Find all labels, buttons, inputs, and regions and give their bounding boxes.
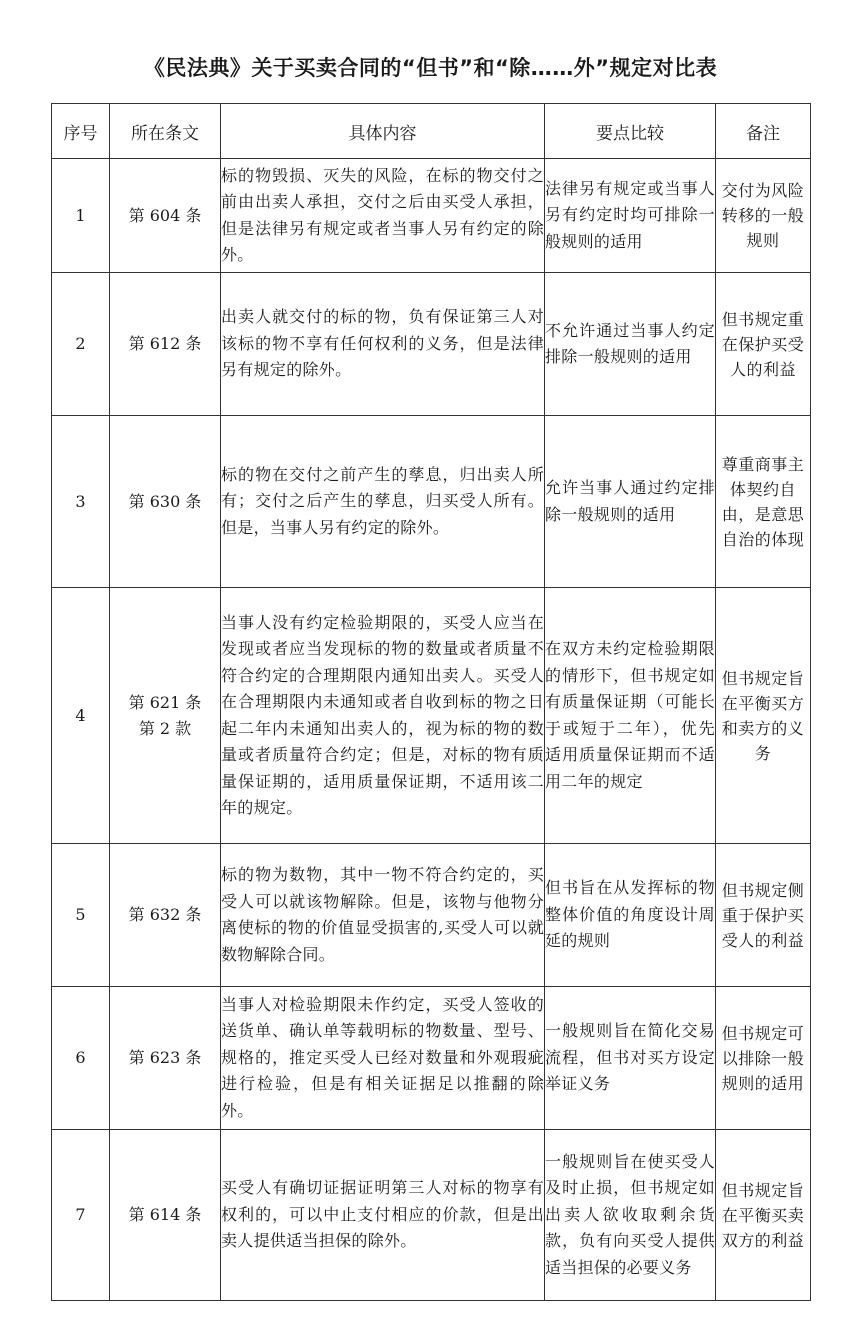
row-key-point: 不允许通过当事人约定排除一般规则的适用 <box>545 273 716 416</box>
table-row <box>52 416 811 588</box>
row-key-point: 法律另有规定或当事人另有约定时均可排除一般规则的适用 <box>545 159 716 273</box>
row-article: 第 621 条 第 2 款 <box>110 588 221 844</box>
header-number: 序号 <box>52 104 110 159</box>
row-content: 买受人有确切证据证明第三人对标的物享有权利的，可以中止支付相应的价款，但是出卖人提供适当担保的除外。 <box>221 1130 545 1301</box>
header-remarks: 备注 <box>716 104 811 159</box>
table-row <box>52 844 811 987</box>
row-content: 标的物毁损、灭失的风险，在标的物交付之前由出卖人承担，交付之后由买受人承担，但是法律另有规定或者当事人另有约定的除外。 <box>221 159 545 273</box>
row-content: 标的物在交付之前产生的孳息，归出卖人所有；交付之后产生的孳息，归买受人所有。但是，当事人另有约定的除外。 <box>221 416 545 588</box>
row-number: 7 <box>52 1130 110 1301</box>
row-number: 1 <box>52 159 110 273</box>
row-remark: 但书规定重在保护买受人的利益 <box>716 273 811 416</box>
table-row <box>52 1130 811 1301</box>
row-article: 第 604 条 <box>110 159 221 273</box>
row-key-point: 一般规则旨在简化交易流程，但书对买方设定举证义务 <box>545 987 716 1130</box>
row-content: 出卖人就交付的标的物，负有保证第三人对该标的物不享有任何权利的义务，但是法律另有规定的除外。 <box>221 273 545 416</box>
row-key-point: 一般规则旨在使买受人及时止损，但书规定如出卖人欲收取剩余货款，负有向买受人提供适当担保的必要义务 <box>545 1130 716 1301</box>
row-number: 6 <box>52 987 110 1130</box>
row-number: 4 <box>52 588 110 844</box>
table-row <box>52 588 811 844</box>
row-remark: 交付为风险转移的一般规则 <box>716 159 811 273</box>
header-article: 所在条文 <box>110 104 221 159</box>
table-header-row <box>52 104 811 159</box>
row-content: 当事人对检验期限未作约定，买受人签收的送货单、确认单等载明标的物数量、型号、规格的，推定买受人已经对数量和外观瑕疵进行检验，但是有相关证据足以推翻的除外。 <box>221 987 545 1130</box>
row-number: 3 <box>52 416 110 588</box>
row-remark: 但书规定可以排除一般规则的适用 <box>716 987 811 1130</box>
row-article: 第 612 条 <box>110 273 221 416</box>
row-number: 5 <box>52 844 110 987</box>
table-row <box>52 273 811 416</box>
row-article: 第 623 条 <box>110 987 221 1130</box>
row-key-point: 但书旨在从发挥标的物整体价值的角度设计周延的规则 <box>545 844 716 987</box>
row-article: 第 632 条 <box>110 844 221 987</box>
row-content: 当事人没有约定检验期限的，买受人应当在发现或者应当发现标的物的数量或者质量不符合约定的合理期限内通知出卖人。买受人在合理期限内未通知或者自收到标的物之日起二年内未通知出卖人的，视为标的物的数量或者质量符合约定；但是，对标的物有质量保证期的，适用质量保证期，不适用该二年的规定。 <box>221 588 545 844</box>
table-row <box>52 987 811 1130</box>
row-number: 2 <box>52 273 110 416</box>
row-key-point: 在双方未约定检验期限的情形下，但书规定如有质量保证期（可能长于或短于二年），优先适用质量保证期而不适用二年的规定 <box>545 588 716 844</box>
row-article: 第 630 条 <box>110 416 221 588</box>
comparison-table <box>51 103 811 1301</box>
table-row <box>52 159 811 273</box>
row-content: 标的物为数物，其中一物不符合约定的，买受人可以就该物解除。但是，该物与他物分离使标的物的价值显受损害的,买受人可以就数物解除合同。 <box>221 844 545 987</box>
row-article: 第 614 条 <box>110 1130 221 1301</box>
row-remark: 但书规定旨在平衡买方和卖方的义务 <box>716 588 811 844</box>
row-remark: 尊重商事主体契约自由，是意思自治的体现 <box>716 416 811 588</box>
row-remark: 但书规定侧重于保护买受人的利益 <box>716 844 811 987</box>
header-key-points: 要点比较 <box>545 104 716 159</box>
document-title: 《民法典》关于买卖合同的“但书”和“除……外”规定对比表 <box>143 56 718 80</box>
row-key-point: 允许当事人通过约定排除一般规则的适用 <box>545 416 716 588</box>
header-content: 具体内容 <box>221 104 545 159</box>
row-remark: 但书规定旨在平衡买卖双方的利益 <box>716 1130 811 1301</box>
